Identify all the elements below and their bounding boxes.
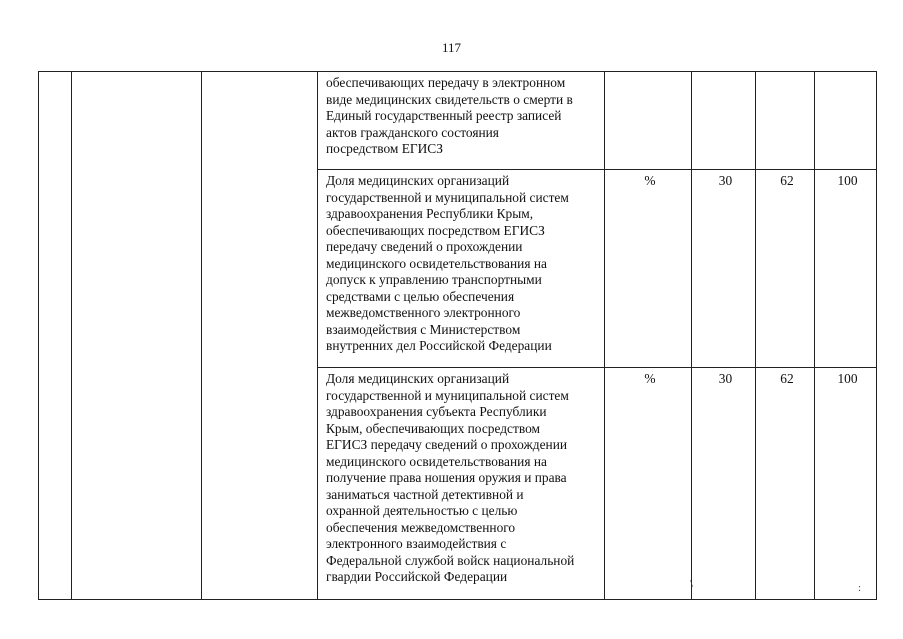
value-cell: 100 <box>815 170 877 368</box>
value-cell <box>692 72 756 170</box>
indicator-text: обеспечивающих передачу в электронном виде медицинских свидетельств о смерти в Единый государственный реестр записей актов гражданского состояния посредством ЕГИСЗ <box>318 72 605 170</box>
unit-cell <box>605 72 692 170</box>
unit-cell: % <box>605 170 692 368</box>
value-cell: 100 <box>815 368 877 600</box>
value-cell <box>815 72 877 170</box>
value-cell: 30 <box>692 368 756 600</box>
page-number: 117 <box>441 40 462 55</box>
indicator-text: Доля медицинских организаций государственной и муниципальной систем здравоохранения субъекта Республики Крым, обеспечивающих посредством ЕГИСЗ передачу сведений о прохождении медицинского освидетельствования на получение права ношения оружия и права заниматься частной детективной и охранной деятельностью с целью обеспечения межведомственного электронного взаимодействия с Федеральной службой войск национальной гвардии Российской Федерации <box>318 368 605 600</box>
indicator-table <box>38 71 877 600</box>
value-cell <box>756 72 815 170</box>
unit-cell: % <box>605 368 692 600</box>
indicator-text: Доля медицинских организаций государственной и муниципальной систем здравоохранения Республики Крым, обеспечивающих посредством ЕГИСЗ передачу сведений о прохождении медицинского освидетельствования на допуск к управлению транспортными средствами с целью обеспечения межведомственного электронного взаимодействия с Министерством внутренних дел Российской Федерации <box>318 170 605 368</box>
value-cell: 30 <box>692 170 756 368</box>
scan-speck: \ <box>690 578 694 590</box>
value-cell: 62 <box>756 170 815 368</box>
table-row <box>39 72 877 170</box>
index-column-cell <box>39 72 72 600</box>
scan-speck: : <box>858 582 862 594</box>
program-column-cell <box>72 72 202 600</box>
value-cell: 62 <box>756 368 815 600</box>
task-column-cell <box>202 72 318 600</box>
